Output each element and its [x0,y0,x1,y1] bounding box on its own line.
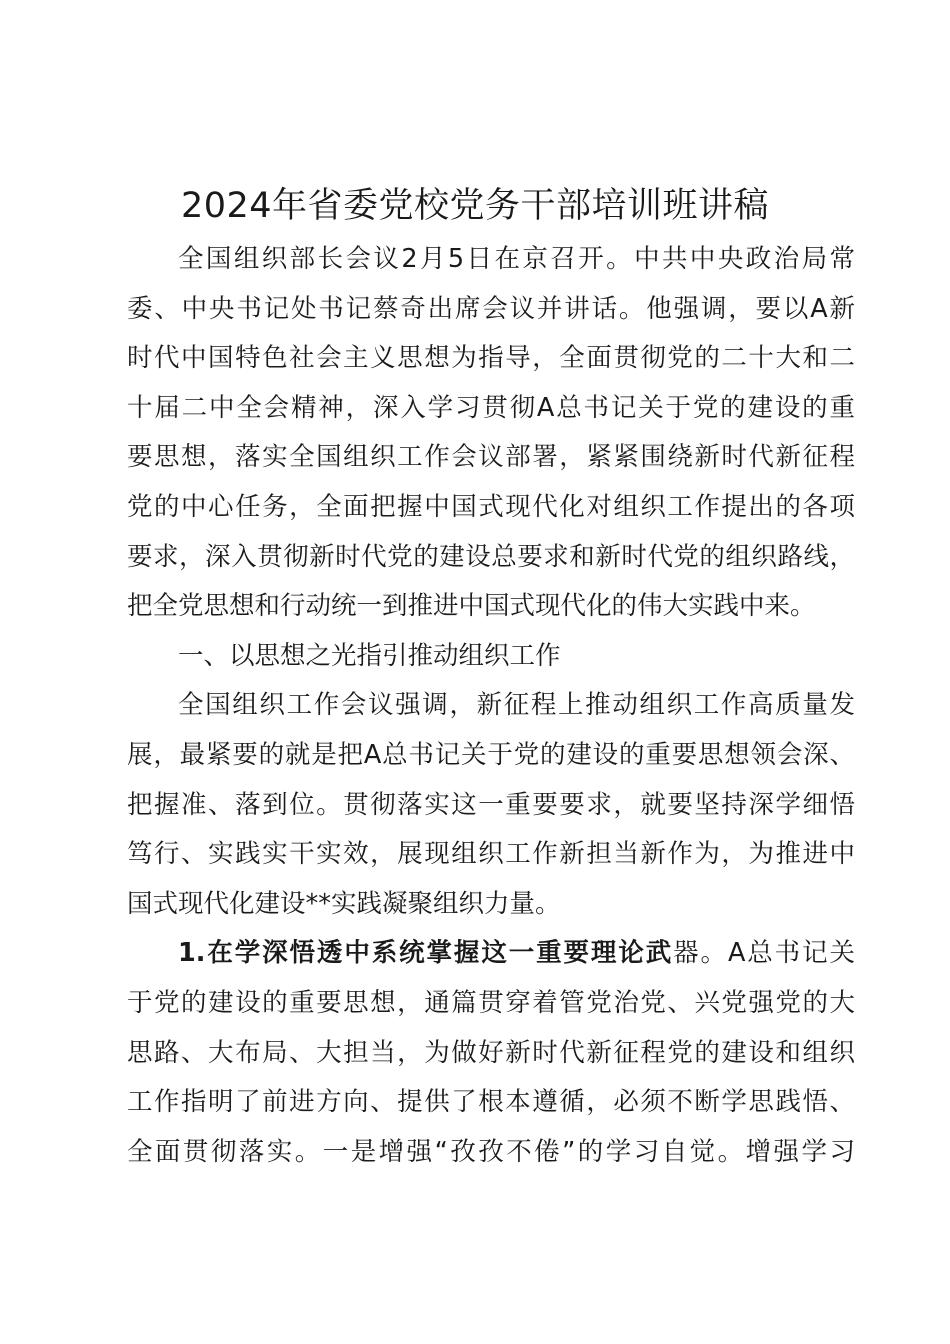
paragraph-line: 全国组织工作会议强调，新征程上推动组织工作高质量发 [178,690,855,721]
paragraph-line: 党的中心任务，全面把握中国式现代化对组织工作提出的各项 [127,491,855,522]
paragraph-line: 工作指明了前进方向、提供了根本遵循，必须不断学思践悟、 [127,1087,855,1118]
paragraph-line: 把握准、落到位。贯彻落实这一重要要求，就要坚持深学细悟 [127,789,855,820]
paragraph-line: 思路、大布局、大担当，为做好新时代新征程党的建设和组织 [127,1037,855,1068]
paragraph-line: 把全党思想和行动统一到推进中国式现代化的伟大实践中来。 [127,591,816,622]
paragraph-line: 全国组织部长会议2月5日在京召开。中共中央政治局常 [178,244,855,274]
paragraph-line: 委、中央书记处书记蔡奇出席会议并讲话。他强调，要以A新 [127,293,855,324]
paragraph-line: 展，最紧要的就是把A总书记关于党的建设的重要思想领会深、 [127,739,855,770]
paragraph-line: 十届二中全会精神，深入学习贯彻A总书记关于党的建设的重 [127,392,855,423]
subheading-line [127,929,855,979]
paragraph-line: 时代中国特色社会主义思想为指导，全面贯彻党的二十大和二 [127,343,855,374]
document-title: 2024年省委党校党务干部培训班讲稿 [180,186,770,226]
paragraph-line: 要求，深入贯彻新时代党的建设总要求和新时代党的组织路线， [127,541,855,572]
paragraph-line: 国式现代化建设**实践凝聚组织力量。 [127,888,561,919]
paragraph-line: 于党的建设的重要思想，通篇贯穿着管党治党、兴党强党的大 [127,987,855,1018]
section-heading: 一、以思想之光指引推动组织工作 [178,640,561,671]
paragraph-line: 全面贯彻落实。一是增强“孜孜不倦”的学习自觉。增强学习 [127,1136,855,1167]
document-body [127,235,855,1177]
paragraph-line: 要思想，落实全国组织工作会议部署，紧紧围绕新时代新征程 [127,442,855,473]
subheading-bold: 1.在学深悟透中系统掌握这一重要理论武 [178,938,674,969]
paragraph-line: 笃行、实践实干实效，展现组织工作新担当新作为，为推进中 [127,839,855,870]
subheading-rest: 器。A总书记关 [673,938,855,969]
